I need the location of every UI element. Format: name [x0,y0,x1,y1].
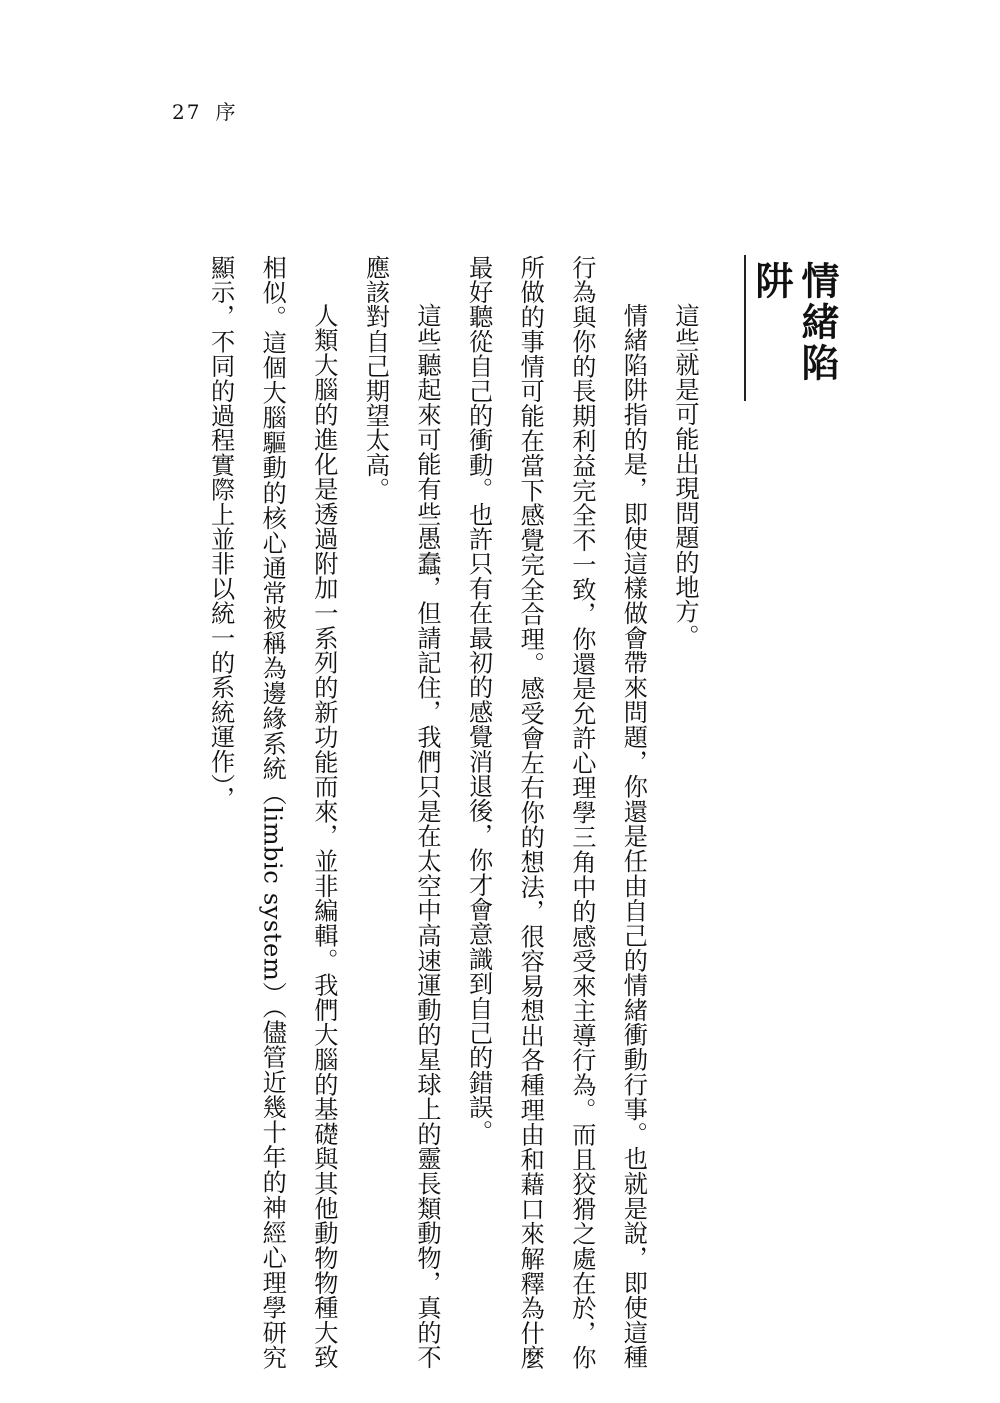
paragraph: 情緒陷阱指的是，即使這樣做會帶來問題，你還是任由自己的情緒衝動行事。也就是說，即使這種行為與你的長期利益完全不一致，你還是允許心理學三角中的感受來主導行為。而且狡猾之處在於，你所做的事情可能在當下感覺完全合理。感受會左右你的想法，很容易想出各種理由和藉口來解釋為什麼最好聽從自己的衝動。也許只有在最初的感覺消退後，你才會意識到自己的錯誤。 [464,255,648,1370]
paragraph: 這些聽起來可能有些愚蠢，但請記住，我們只是在太空中高速運動的星球上的靈長類動物，真的不應該對自己期望太高。 [361,255,442,1370]
running-head [172,96,237,125]
page-number: 27 [172,100,202,124]
paragraph: 這些就是可能出現問題的地方。 [671,303,699,650]
paragraph: 人類大腦的進化是透過附加一系列的新功能而來，並非編輯。我們大腦的基礎與其他動物物種大致相似。這個大腦驅動的核心通常被稱為邊緣系統（limbic system）（儘管近幾十年的神經心理學研究顯示，不同的過程實際上並非以統一的系統運作）， [206,255,338,1370]
section-heading: 情緒陷阱 [744,255,840,401]
body-text [194,255,710,1370]
running-head-section: 序 [215,100,238,124]
page-body [140,255,840,1370]
